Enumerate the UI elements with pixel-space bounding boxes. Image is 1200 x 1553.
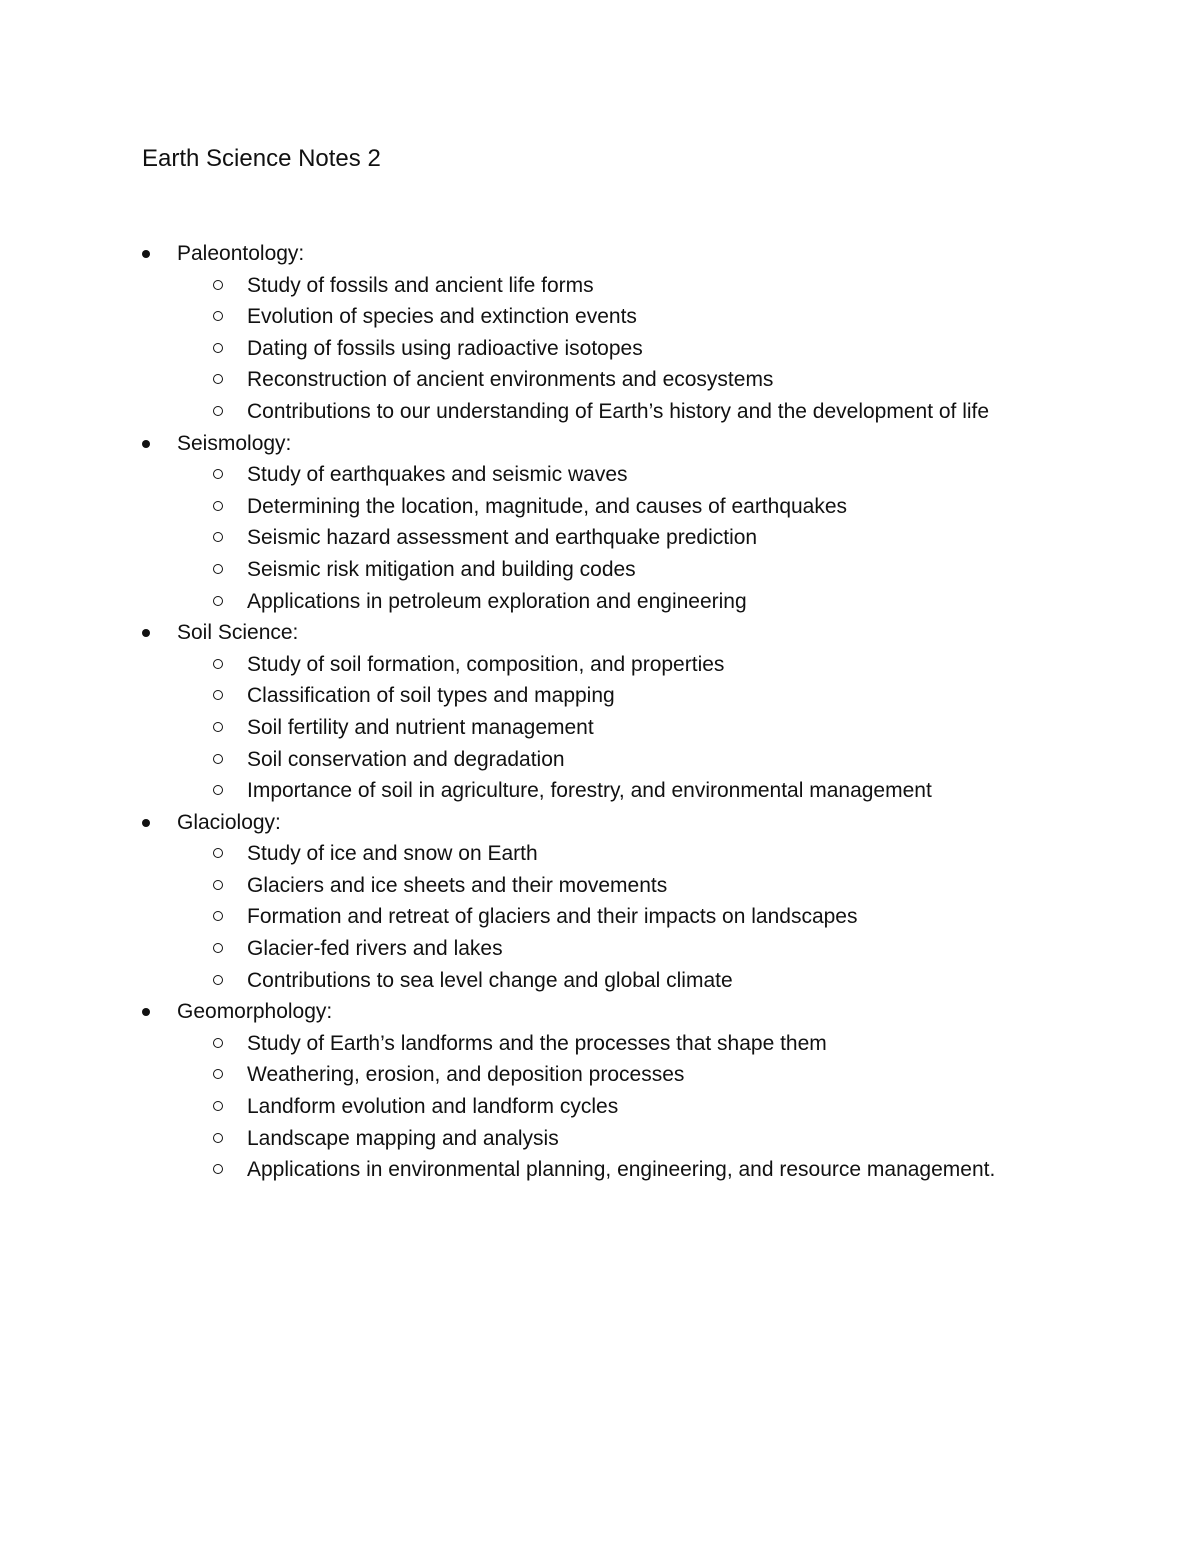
sub-list [0, 838, 1200, 996]
section-heading: Geomorphology: [177, 1000, 333, 1024]
list-item [0, 1059, 1200, 1091]
list-item-text: Importance of soil in agriculture, forestry, and environmental management [247, 779, 932, 803]
list-item-text: Applications in environmental planning, engineering, and resource management. [247, 1158, 996, 1182]
bullet-circle-icon [213, 374, 223, 384]
list-item [0, 1123, 1200, 1155]
list-item [0, 491, 1200, 523]
bullet-disc-icon [142, 629, 150, 637]
list-item-text: Glacier-fed rivers and lakes [247, 937, 503, 961]
list-item [0, 459, 1200, 491]
section-heading-line [0, 238, 1200, 270]
bullet-circle-icon [213, 532, 223, 542]
list-item-text: Contributions to sea level change and global climate [247, 968, 733, 992]
list-item-text: Evolution of species and extinction events [247, 305, 637, 329]
list-item-text: Formation and retreat of glaciers and their impacts on landscapes [247, 905, 858, 929]
section-paleontology [0, 238, 1200, 428]
bullet-circle-icon [213, 343, 223, 353]
list-item-text: Study of earthquakes and seismic waves [247, 463, 628, 487]
list-item-text: Seismic hazard assessment and earthquake prediction [247, 526, 758, 550]
list-item [0, 965, 1200, 997]
section-glaciology [0, 807, 1200, 997]
list-item-text: Landform evolution and landform cycles [247, 1095, 619, 1119]
sub-list [0, 459, 1200, 617]
list-item-text: Landscape mapping and analysis [247, 1126, 559, 1150]
list-item [0, 712, 1200, 744]
section-heading-line [0, 428, 1200, 460]
bullet-circle-icon [213, 659, 223, 669]
section-heading: Soil Science: [177, 621, 299, 645]
sub-list [0, 270, 1200, 428]
list-item [0, 649, 1200, 681]
bullet-circle-icon [213, 596, 223, 606]
list-item-text: Seismic risk mitigation and building codes [247, 557, 636, 581]
bullet-circle-icon [213, 848, 223, 858]
list-item-text: Glaciers and ice sheets and their movements [247, 873, 668, 897]
notes-list [0, 238, 1200, 1186]
list-item-text: Applications in petroleum exploration and engineering [247, 589, 747, 613]
list-item [0, 301, 1200, 333]
bullet-circle-icon [213, 1164, 223, 1174]
list-item [0, 680, 1200, 712]
bullet-circle-icon [213, 880, 223, 890]
list-item-text: Dating of fossils using radioactive isotopes [247, 336, 643, 360]
list-item-text: Study of Earth’s landforms and the processes that shape them [247, 1031, 827, 1055]
list-item-text: Classification of soil types and mapping [247, 684, 615, 708]
list-item-text: Soil conservation and degradation [247, 747, 565, 771]
bullet-circle-icon [213, 943, 223, 953]
bullet-circle-icon [213, 280, 223, 290]
list-item [0, 333, 1200, 365]
section-heading-line [0, 996, 1200, 1028]
bullet-disc-icon [142, 250, 150, 258]
list-item-text: Contributions to our understanding of Earth’s history and the development of life [247, 399, 990, 423]
bullet-circle-icon [213, 1069, 223, 1079]
bullet-circle-icon [213, 1038, 223, 1048]
sub-list [0, 1028, 1200, 1186]
list-item-text: Soil fertility and nutrient management [247, 715, 594, 739]
list-item-text: Study of ice and snow on Earth [247, 842, 538, 866]
section-geomorphology [0, 996, 1200, 1186]
list-item [0, 1028, 1200, 1060]
bullet-circle-icon [213, 406, 223, 416]
list-item [0, 1091, 1200, 1123]
list-item-text: Weathering, erosion, and deposition processes [247, 1063, 685, 1087]
sub-list [0, 649, 1200, 807]
bullet-disc-icon [142, 819, 150, 827]
bullet-circle-icon [213, 501, 223, 511]
bullet-disc-icon [142, 440, 150, 448]
bullet-circle-icon [213, 975, 223, 985]
list-item [0, 586, 1200, 618]
list-item-text: Determining the location, magnitude, and causes of earthquakes [247, 494, 848, 518]
section-heading: Seismology: [177, 431, 292, 455]
list-item [0, 396, 1200, 428]
section-seismology [0, 428, 1200, 618]
bullet-circle-icon [213, 754, 223, 764]
bullet-circle-icon [213, 690, 223, 700]
list-item-text: Study of soil formation, composition, and properties [247, 652, 725, 676]
bullet-circle-icon [213, 564, 223, 574]
bullet-circle-icon [213, 1101, 223, 1111]
section-heading: Paleontology: [177, 242, 305, 265]
bullet-circle-icon [213, 311, 223, 321]
list-item [0, 744, 1200, 776]
list-item [0, 554, 1200, 586]
document-title: Earth Science Notes 2 [142, 145, 381, 172]
list-item [0, 364, 1200, 396]
section-heading-line [0, 617, 1200, 649]
list-item [0, 522, 1200, 554]
list-item [0, 775, 1200, 807]
section-heading-line [0, 807, 1200, 839]
section-heading: Glaciology: [177, 810, 281, 834]
list-item [0, 933, 1200, 965]
list-item [0, 838, 1200, 870]
bullet-circle-icon [213, 722, 223, 732]
section-soil-science [0, 617, 1200, 807]
list-item [0, 870, 1200, 902]
list-item [0, 901, 1200, 933]
bullet-disc-icon [142, 1008, 150, 1016]
list-item [0, 270, 1200, 302]
list-item-text: Study of fossils and ancient life forms [247, 273, 594, 297]
list-item [0, 1154, 1200, 1186]
bullet-circle-icon [213, 469, 223, 479]
bullet-circle-icon [213, 911, 223, 921]
bullet-circle-icon [213, 785, 223, 795]
list-item-text: Reconstruction of ancient environments and ecosystems [247, 368, 774, 392]
bullet-circle-icon [213, 1133, 223, 1143]
